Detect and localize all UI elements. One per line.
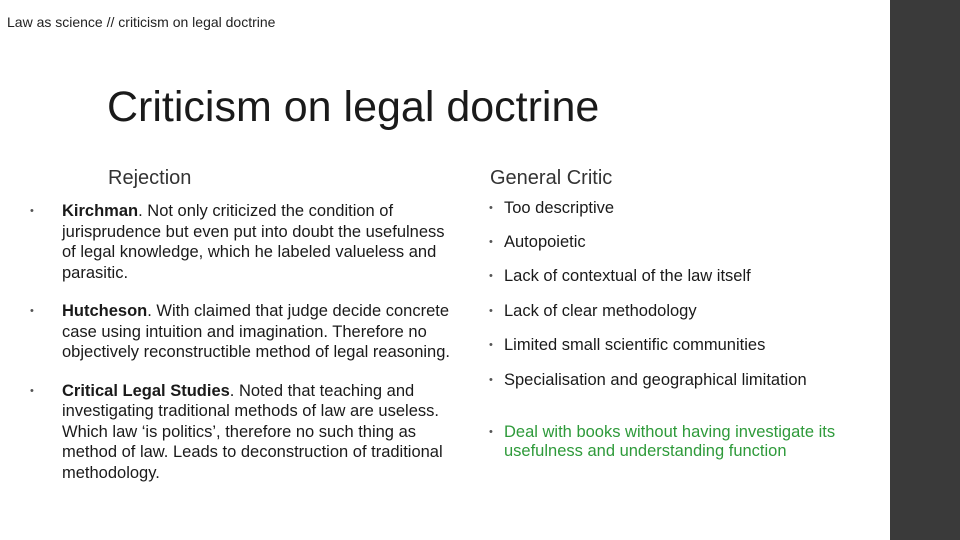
item-text: . Not only criticized the condition of jurisprudence but even put into doubt the usefulness of legal knowledge, which he labeled valueless and parasitic. [62,202,445,282]
list-item [486,233,876,267]
list-item [30,301,455,363]
list-item [486,371,876,423]
bullet-icon: • [30,384,34,397]
item-text: Autopoietic [504,233,586,251]
bullet-icon: • [489,305,493,317]
bullet-icon: • [489,374,493,386]
bullet-icon: • [30,205,34,217]
item-name: Kirchman [62,202,139,220]
item-text: Lack of contextual of the law itself [504,267,751,285]
item-text: Limited small scientific communities [504,336,766,354]
slide-title: Criticism on legal doctrine [107,83,600,131]
general-critic-list [486,199,876,460]
item-text: . Noted that teaching and investigating traditional methods of law are useless. Which law ‘is politics’, therefore no such thing as method of law. Leads to deconstruction of traditional methodology. [62,381,443,482]
bullet-icon: • [30,305,34,317]
list-item [30,381,455,484]
bullet-icon: • [489,270,493,282]
list-item [486,267,876,302]
list-item [486,199,876,233]
right-sidebar-bar [890,0,960,540]
bullet-icon: • [489,426,493,438]
bullet-icon: • [489,236,493,248]
bullet-icon: • [489,339,493,351]
list-item-highlighted [486,423,876,460]
rejection-list [30,201,455,501]
right-column-heading: General Critic [490,167,613,189]
item-text: . With claimed that judge decide concrete case using intuition and imagination. Therefore no objectively reconstructible method of legal reasoning. [62,302,450,361]
list-item [486,336,876,371]
item-text: Lack of clear methodology [504,302,697,320]
item-text: Specialisation and geographical limitation [504,371,807,389]
item-name: Hutcheson [62,302,148,320]
bullet-icon: • [489,202,493,214]
item-text: Deal with books without having investigate its usefulness and understanding function [504,423,836,460]
slide-header: Law as science // criticism on legal doctrine [7,14,276,30]
item-text: Too descriptive [504,199,615,217]
left-column-heading: Rejection [108,167,192,189]
item-name: Critical Legal Studies [62,381,230,400]
list-item [30,201,455,283]
list-item [486,302,876,336]
